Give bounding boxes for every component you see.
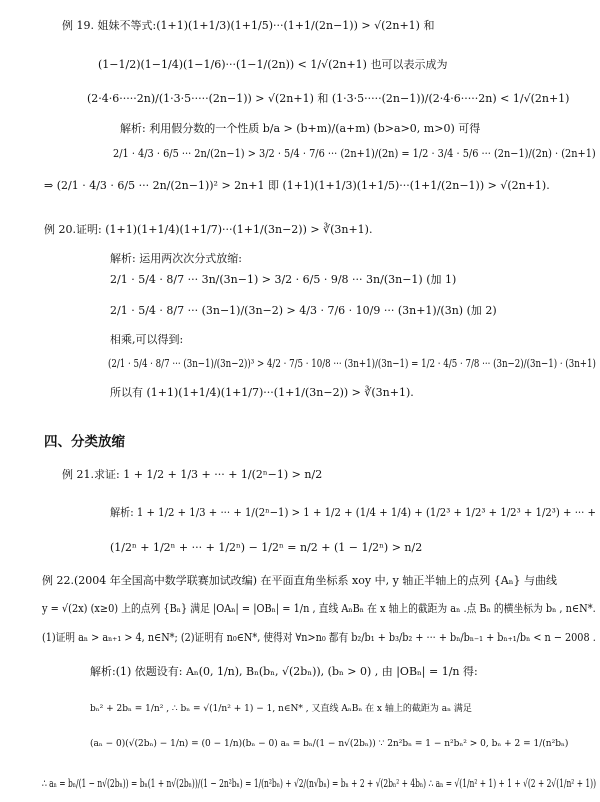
text-line: 解析: 利用假分数的一个性质 b/a > (b+m)/(a+m) (b>a>0, m>0) 可得 (120, 122, 481, 135)
text-line: 2/1 · 5/4 · 8/7 ··· 3n/(3n−1) > 3/2 · 6/5 · 9/8 ··· 3n/(3n−1) (加 1) (110, 273, 457, 286)
text-line: bₙ² + 2bₙ = 1/n² , ∴ bₙ = √(1/n² + 1) − 1, n∈N* , 又直线 AₙBₙ 在 x 轴上的截距为 aₙ 满足 (90, 704, 472, 714)
text-line: 例 21.求证: 1 + 1/2 + 1/3 + ··· + 1/(2ⁿ−1) > n/2 (62, 468, 323, 481)
text-line: (1−1/2)(1−1/4)(1−1/6)···(1−1/(2n)) < 1/√(2n+1) 也可以表示成为 (98, 58, 448, 71)
text-line: 解析: 1 + 1/2 + 1/3 + ··· + 1/(2ⁿ−1) > 1 + 1/2 + (1/4 + 1/4) + (1/2³ + 1/2³ + 1/2³ + 1/2³) + ··· + (110, 506, 597, 519)
text-line: 2/1 · 5/4 · 8/7 ··· (3n−1)/(3n−2) > 4/3 · 7/6 · 10/9 ··· (3n+1)/(3n) (加 2) (110, 304, 497, 317)
text-line: (aₙ − 0)(√(2bₙ) − 1/n) = (0 − 1/n)(bₙ − 0) aₙ = bₙ/(1 − n√(2bₙ)) ∵ 2n²bₙ = 1 − n²bₙ² > 0, bₙ + 2 = 1/(n²bₙ) (90, 739, 569, 749)
text-line: ∴ aₙ = bₙ/(1 − n√(2bₙ)) = bₙ(1 + n√(2bₙ))/(1 − 2n²bₙ) = 1/(n²bₙ) + √2/(n√bₙ) = bₙ + 2 + √(2bₙ² + 4bₙ) ∴ aₙ = √(1/n² + 1) + 1 + √(2 + 2√(1/n² + 1)) (42, 777, 597, 790)
text-line: (1)证明 aₙ > aₙ₊₁ > 4, n∈N*; (2)证明有 n₀∈N*, 使得对 ∀n>n₀ 都有 b₂/b₁ + b₃/b₂ + ··· + bₙ/bₙ₋₁ + bₙ₊₁/bₙ < n − 2008 . (42, 631, 596, 644)
text-line: y = √(2x) (x≥0) 上的点列 {Bₙ} 满足 |OAₙ| = |OBₙ| = 1/n , 直线 AₙBₙ 在 x 轴上的截距为 aₙ .点 Bₙ 的横坐标为 bₙ , n∈N*. (42, 602, 596, 615)
text-line: 相乘,可以得到: (110, 333, 184, 346)
text-line: (2·4·6·····2n)/(1·3·5·····(2n−1)) > √(2n+1) 和 (1·3·5·····(2n−1))/(2·4·6·····2n) < 1/√(2n+1) (87, 92, 570, 105)
text-line: (1/2ⁿ + 1/2ⁿ + ··· + 1/2ⁿ) − 1/2ⁿ = n/2 + (1 − 1/2ⁿ) > n/2 (110, 541, 423, 554)
text-line: 例 19. 姐妹不等式:(1+1)(1+1/3)(1+1/5)···(1+1/(2n−1)) > √(2n+1) 和 (62, 19, 435, 32)
text-line: ⇒ (2/1 · 4/3 · 6/5 ··· 2n/(2n−1))² > 2n+1 即 (1+1)(1+1/3)(1+1/5)···(1+1/(2n−1)) > √(2n+1). (44, 179, 550, 192)
text-line: (2/1 · 5/4 · 8/7 ··· (3n−1)/(3n−2))³ > 4/2 · 7/5 · 10/8 ··· (3n+1)/(3n−1) = 1/2 · 4/5 · 7/8 ··· (3n−2)/(3n−1) · (3n+1) (108, 357, 596, 370)
text-line: 例 22.(2004 年全国高中数学联赛加试改编) 在平面直角坐标系 xoy 中, y 轴正半轴上的点列 {Aₙ} 与曲线 (42, 574, 557, 587)
text-line: 解析: 运用两次次分式放缩: (110, 252, 242, 265)
text-line: 2/1 · 4/3 · 6/5 ··· 2n/(2n−1) > 3/2 · 5/4 · 7/6 ··· (2n+1)/(2n) = 1/2 · 3/4 · 5/6 ··· (2n−1)/(2n) · (2n+1) (113, 147, 596, 160)
text-line: 例 20.证明: (1+1)(1+1/4)(1+1/7)···(1+1/(3n−2)) > ∛(3n+1). (44, 223, 373, 236)
section-heading: 四、分类放缩 (44, 434, 125, 450)
text-line: 所以有 (1+1)(1+1/4)(1+1/7)···(1+1/(3n−2)) > ∛(3n+1). (110, 386, 414, 399)
text-line: 解析:(1) 依题设有: Aₙ(0, 1/n), Bₙ(bₙ, √(2bₙ)), (bₙ > 0) , 由 |OBₙ| = 1/n 得: (90, 665, 478, 678)
